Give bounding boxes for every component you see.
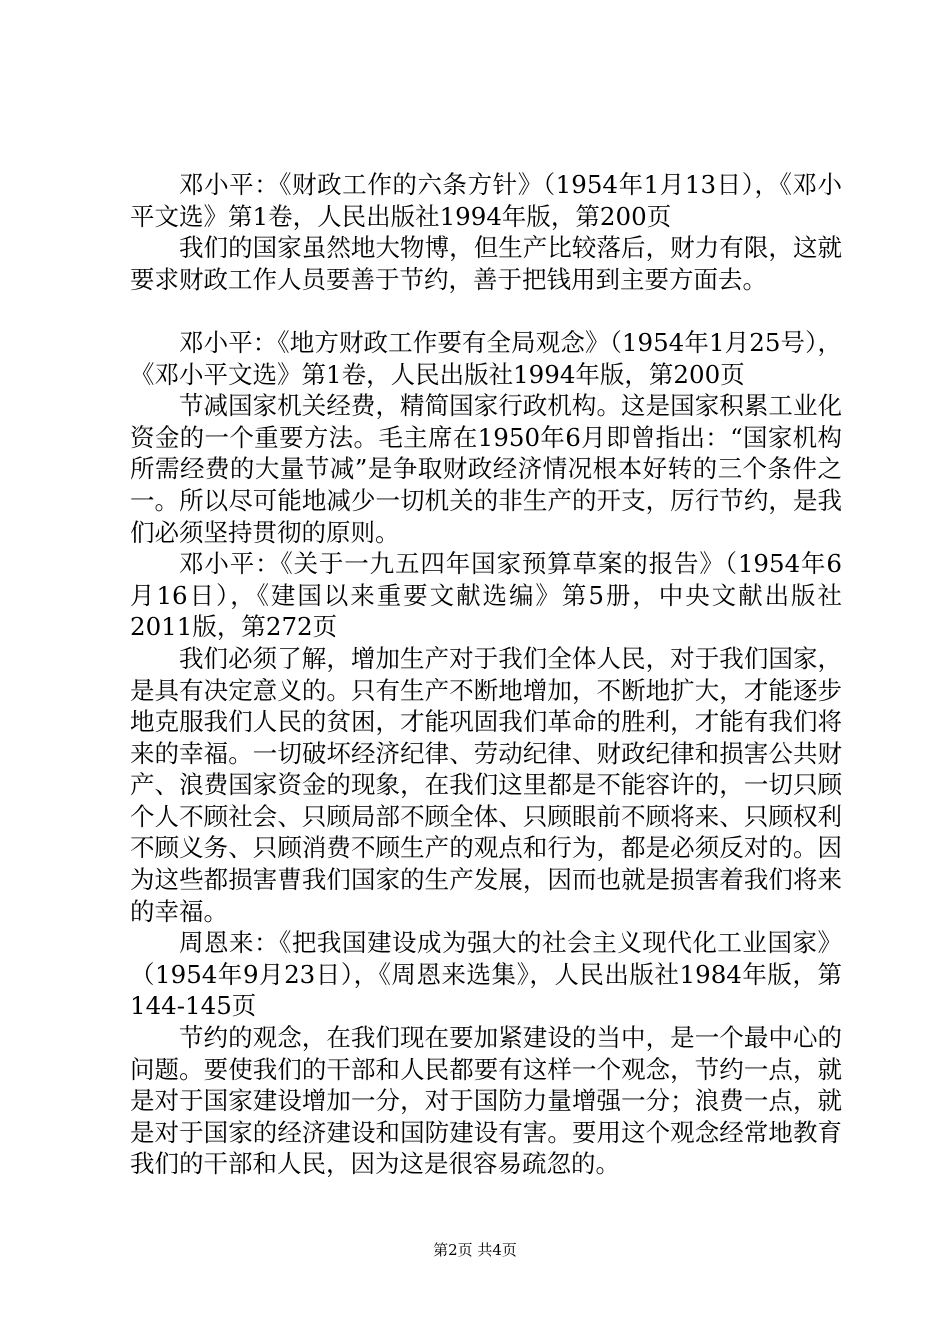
- quote-paragraph: 我们必须了解，增加生产对于我们全体人民，对于我们国家，是具有决定意义的。只有生产不断地增加，不断地扩大，才能逐步地克服我们人民的贫困，才能巩固我们革命的胜利，才能有我们将来的幸福。一切破坏经济纪律、劳动纪律、财政纪律和损害公共财产、浪费国家资金的现象，在我们这里都是不能容许的，一切只顾个人不顾社会、只顾局部不顾全体、只顾眼前不顾将来、只顾权利不顾义务、只顾消费不顾生产的观点和行为，都是必须反对的。因为这些都损害曹我们国家的生产发展，因而也就是损害着我们将来的幸福。: [130, 643, 842, 926]
- page-footer: [0, 1240, 950, 1260]
- quote-paragraph: 我们的国家虽然地大物博，但生产比较落后，财力有限，这就要求财政工作人员要善于节约，善于把钱用到主要方面去。: [130, 233, 842, 294]
- citation-paragraph: 邓小平：《关于一九五四年国家预算草案的报告》（1954年6月16日），《建国以来重要文献选编》第5册，中央文献出版社2011版，第272页: [130, 549, 842, 642]
- citation-paragraph: 邓小平：《财政工作的六条方针》（1954年1月13日），《邓小平文选》第1卷，人民出版社1994年版，第200页: [130, 170, 842, 231]
- quote-paragraph: 节约的观念，在我们现在要加紧建设的当中，是一个最中心的问题。要使我们的干部和人民都要有这样一个观念，节约一点，就是对于国家建设增加一分，对于国防力量增强一分；浪费一点，就是对于国家的经济建设和国防建设有害。要用这个观念经常地教育我们的干部和人民，因为这是很容易疏忽的。: [130, 1023, 842, 1179]
- page-number: 第2页 共4页: [433, 1241, 517, 1259]
- citation-paragraph: 邓小平：《地方财政工作要有全局观念》（1954年1月25号），《邓小平文选》第1卷，人民出版社1994年版，第200页: [130, 327, 842, 389]
- document-body: [130, 169, 842, 1180]
- citation-paragraph: 周恩来：《把我国建设成为强大的社会主义现代化工业国家》（1954年9月23日），《周恩来选集》，人民出版社1984年版，第144-145页: [130, 928, 842, 1021]
- quote-paragraph: 节减国家机关经费，精简国家行政机构。这是国家积累工业化资金的一个重要方法。毛主席在1950年6月即曾指出：“国家机构所需经费的大量节减”是争取财政经济情况根本好转的三个条件之一。所以尽可能地减少一切机关的非生产的开支，厉行节约，是我们必须坚持贯彻的原则。: [130, 391, 842, 547]
